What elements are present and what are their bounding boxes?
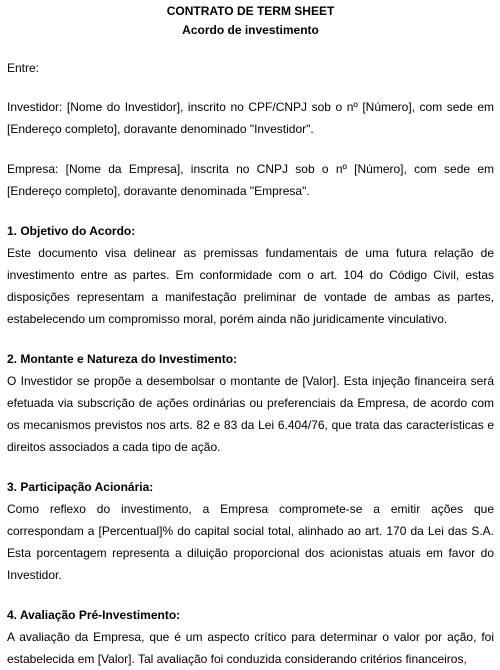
section-pre-money-valuation — [7, 604, 494, 670]
section-investment-amount — [7, 348, 494, 458]
section-heading: 3. Participação Acionária: — [7, 480, 154, 494]
party-investor: Investidor: [Nome do Investidor], inscrito no CPF/CNPJ sob o nº [Número], com sede em [Endereço completo], doravante denominado "Investidor". — [7, 100, 494, 136]
section-body: O Investidor se propõe a desembolsar o montante de [Valor]. Esta injeção financeira será efetuada via subscrição de ações ordinárias ou preferenciais da Empresa, de acordo com os mecanismos previstos nos arts. 82 e 83 da Lei 6.404/76, que trata das características e direitos associados a cada tipo de ação. — [7, 374, 494, 454]
section-heading: 1. Objetivo do Acordo: — [7, 224, 136, 238]
intro-text: Entre: — [7, 61, 40, 75]
section-heading: 4. Avaliação Pré-Investimento: — [7, 608, 181, 622]
document-title: CONTRATO DE TERM SHEET — [166, 4, 335, 18]
section-equity-participation — [7, 476, 494, 586]
section-body: A avaliação da Empresa, que é um aspecto crítico para determinar o valor por ação, foi estabelecida em [Valor]. Tal avaliação foi conduzida considerando critérios financeiros, — [7, 630, 494, 666]
section-heading: 2. Montante e Natureza do Investimento: — [7, 352, 238, 366]
section-body: Como reflexo do investimento, a Empresa compromete-se a emitir ações que correspondam a [Percentual]% do capital social total, alinhado ao art. 170 da Lei das S.A. Esta porcentagem representa a diluição proporcional dos acionistas atuais em favor do Investidor. — [7, 502, 494, 582]
document-subtitle: Acordo de investimento — [182, 23, 319, 37]
section-objective — [7, 220, 494, 330]
section-body: Este documento visa delinear as premissas fundamentais de uma futura relação de investimento entre as partes. Em conformidade com o art. 104 do Código Civil, estas disposições representam a manifestação preliminar de vontade de ambas as partes, estabelecendo um compromisso moral, porém ainda não juridicamente vinculativo. — [7, 246, 494, 326]
party-company: Empresa: [Nome da Empresa], inscrita no CNPJ sob o nº [Número], com sede em [Endereço completo], doravante denominada "Empresa". — [7, 162, 494, 198]
